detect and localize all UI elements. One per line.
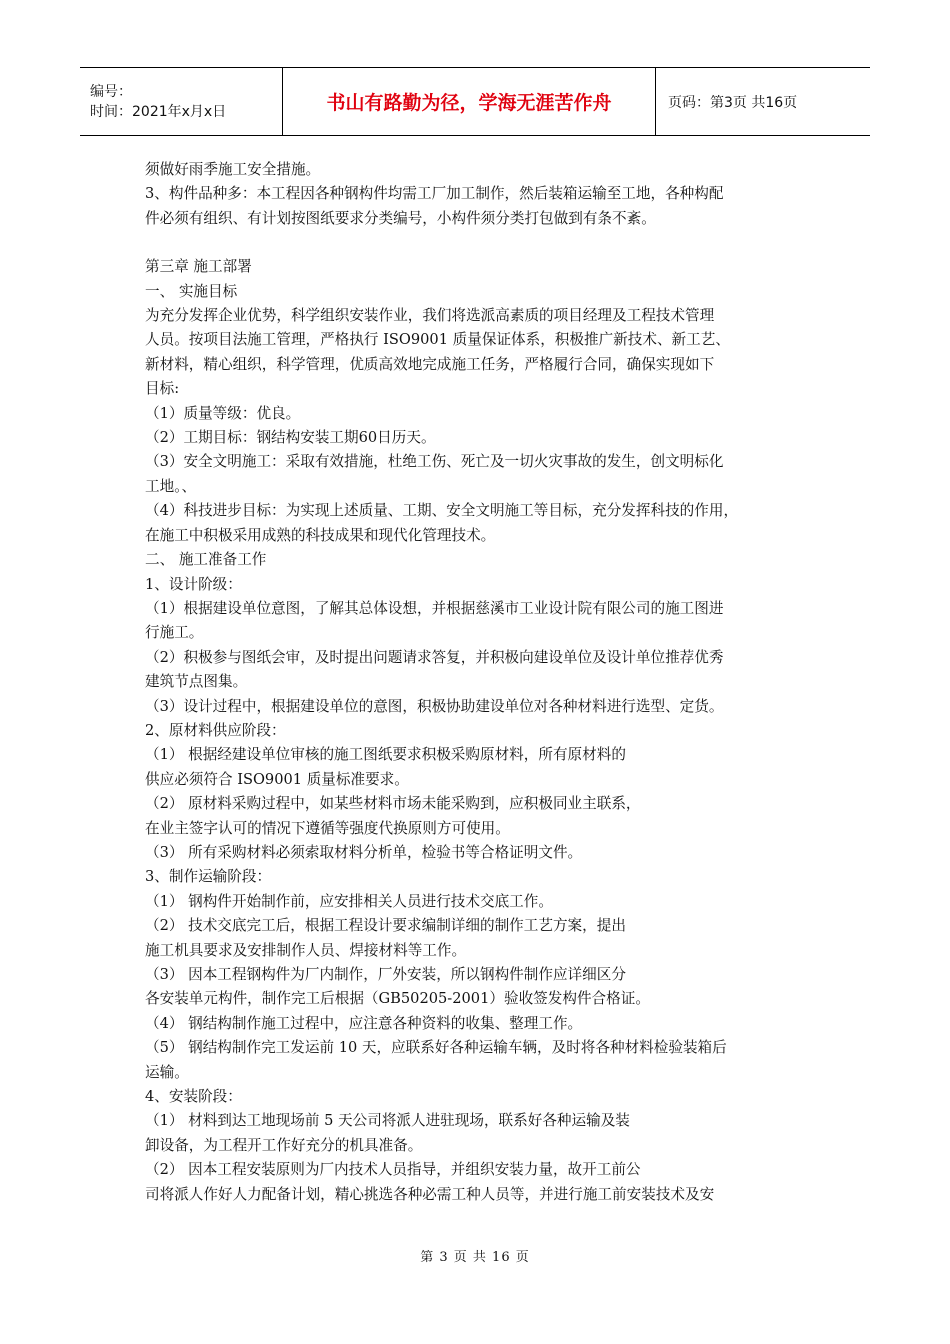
header-motto: 书山有路勤为径，学海无涯苦作舟: [282, 68, 656, 135]
body-line: 运输。: [145, 1063, 189, 1081]
section-heading: 一、 实施目标: [145, 282, 238, 300]
body-line: （2） 原材料采购过程中，如某些材料市场未能采购到，应积极同业主联系，: [145, 795, 641, 813]
header-meta: [80, 68, 282, 135]
body-line: （5） 钢结构制作完工发运前 10 天，应联系好各种运输车辆，及时将各种材料检验装箱后: [145, 1039, 727, 1057]
subsection-heading: 4、安装阶段：: [145, 1088, 242, 1106]
body-line: （3）设计过程中，根据建设单位的意图，积极协助建设单位对各种材料进行选型、定货。: [145, 697, 724, 715]
body-line: 人员。按项目法施工管理，严格执行 ISO9001 质量保证体系，积极推广新技术、新工艺、: [145, 331, 730, 349]
body-line: （1）根据建设单位意图，了解其总体设想，并根据慈溪市工业设计院有限公司的施工图进: [145, 599, 724, 617]
body-line: （1）质量等级：优良。: [145, 404, 301, 422]
body-line: （3） 因本工程钢构件为厂内制作，厂外安装，所以钢构件制作应详细区分: [145, 966, 626, 983]
body-line: （2） 技术交底完工后，根据工程设计要求编制详细的制作工艺方案，提出: [145, 917, 626, 935]
body-line: 行施工。: [145, 624, 204, 642]
body-line: 在施工中积极采用成熟的科技成果和现代化管理技术。: [145, 526, 496, 544]
body-line: 新材料，精心组织，科学管理，优质高效地完成施工任务，严格履行合同，确保实现如下: [145, 355, 715, 373]
body-line: 工地。、: [145, 477, 197, 495]
body-line: （4）科技进步目标：为实现上述质量、工期、安全文明施工等目标，充分发挥科技的作用，: [145, 502, 739, 520]
body-line: 3、构件品种多：本工程因各种钢构件均需工厂加工制作，然后装箱运输至工地，各种构配: [145, 185, 724, 203]
chapter-heading: 第三章 施工部署: [145, 258, 252, 276]
body-line: 供应必须符合 ISO9001 质量标准要求。: [145, 770, 409, 788]
doc-date: 时间：2021年x月x日: [90, 103, 227, 120]
body-line: 建筑节点图集。: [145, 673, 248, 691]
body-line: 各安装单元构件，制作完工后根据（GB50205-2001）验收签发构件合格证。: [145, 990, 650, 1008]
header-page-info: 页码：第3页 共16页: [668, 94, 798, 111]
body-line: （2）工期目标：钢结构安装工期60日历天。: [145, 429, 436, 447]
body-line: （2）积极参与图纸会审，及时提出问题请求答复，并积极向建设单位及设计单位推荐优秀: [145, 648, 724, 666]
body-line: 施工机具要求及安排制作人员、焊接材料等工作。: [145, 941, 467, 959]
body-line: 件必须有组织、有计划按图纸要求分类编号，小构件须分类打包做到有条不紊。: [145, 209, 656, 227]
body-line: （1） 材料到达工地现场前 5 天公司将派人进驻现场，联系好各种运输及装: [145, 1112, 630, 1130]
body-line: 目标:: [145, 380, 180, 398]
body-line: 须做好雨季施工安全措施。: [145, 161, 321, 178]
body-line: （3） 所有采购材料必须索取材料分析单，检验书等合格证明文件。: [145, 843, 583, 861]
subsection-heading: 3、制作运输阶段：: [145, 868, 272, 886]
body-line: （4） 钢结构制作施工过程中，应注意各种资料的收集、整理工作。: [145, 1014, 583, 1032]
header-table: [80, 67, 870, 136]
body-line: 司将派人作好人力配备计划，精心挑选各种必需工种人员等，并进行施工前安装技术及安: [145, 1185, 715, 1203]
subsection-heading: 1、设计阶级：: [145, 575, 242, 593]
subsection-heading: 2、原材料供应阶段：: [145, 721, 286, 739]
page-footer: 第 3 页 共 16 页: [420, 1250, 530, 1265]
body-line: （1） 根据经建设单位审核的施工图纸要求积极采购原材料，所有原材料的: [145, 746, 626, 764]
body-line: （1） 钢构件开始制作前，应安排相关人员进行技术交底工作。: [145, 892, 553, 910]
body-line: （2） 因本工程安装原则为厂内技术人员指导，并组织安装力量，故开工前公: [145, 1161, 641, 1179]
doc-code-label: 编号：: [90, 83, 132, 100]
body-line: （3）安全文明施工：采取有效措施，杜绝工伤、死亡及一切火灾事故的发生，创文明标化: [145, 453, 724, 471]
section-heading: 二、 施工准备工作: [145, 551, 267, 569]
body-line: 卸设备，为工程开工作好充分的机具准备。: [145, 1136, 423, 1154]
body-line: 为充分发挥企业优势，科学组织安装作业，我们将选派高素质的项目经理及工程技术管理: [145, 307, 715, 325]
body-line: 在业主签字认可的情况下遵循等强度代换原则方可使用。: [145, 819, 510, 837]
document-body: [145, 158, 825, 1207]
